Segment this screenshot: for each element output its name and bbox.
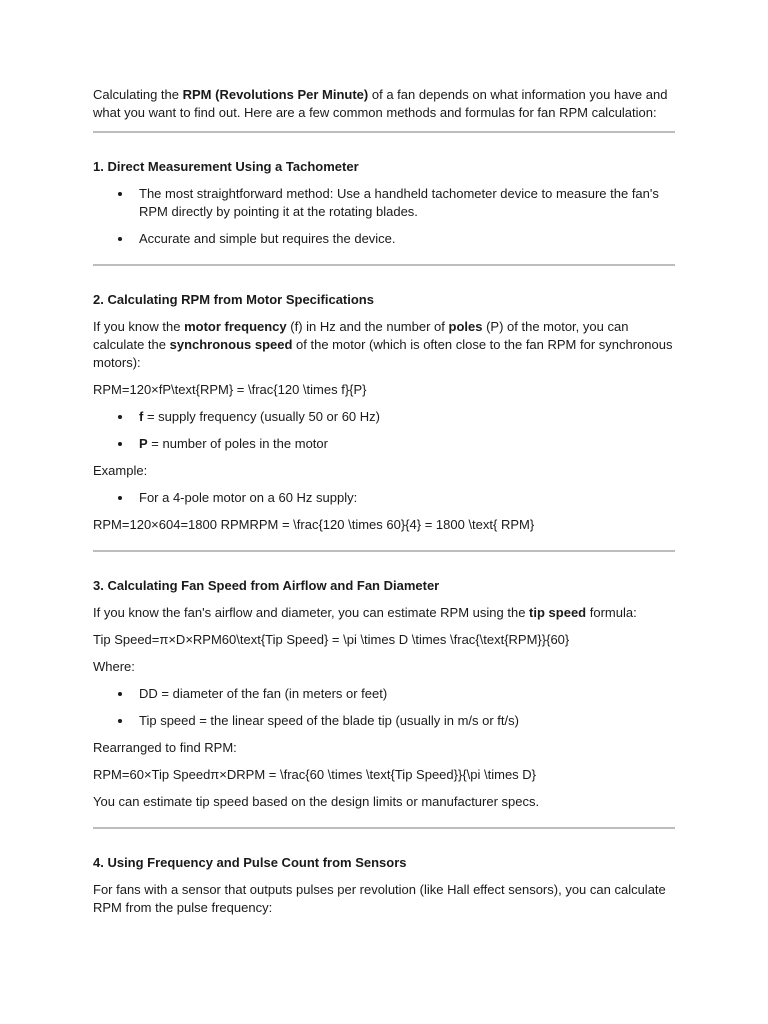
intro-text-2: of a fan depends on what information you have and what you want to find out. Here are a few common methods and formulas for fan RPM calculation: (93, 87, 668, 120)
tip-speed-note: You can estimate tip speed based on the design limits or manufacturer specs. (93, 794, 540, 809)
list-item: Tip speed = the linear speed of the blade tip (usually in m/s or ft/s) (139, 712, 675, 730)
bold-p: P (139, 436, 148, 451)
tip-speed-formula: Tip Speed=π×D×RPM60\text{Tip Speed} = \pi \times D \times \frac{\text{RPM}}{60} (93, 632, 570, 647)
section-1-heading: 1. Direct Measurement Using a Tachometer (93, 159, 359, 174)
intro-bold-rpm: RPM (Revolutions Per Minute) (182, 87, 369, 102)
section-3-paragraph (93, 604, 675, 622)
section-4-heading: 4. Using Frequency and Pulse Count from Sensors (93, 855, 407, 870)
bold-tip-speed: tip speed (529, 605, 587, 620)
section-1-list (93, 185, 675, 248)
section-sensors (93, 829, 675, 933)
example-label: Example: (93, 463, 148, 478)
text-span: = supply frequency (usually 50 or 60 Hz) (143, 409, 380, 424)
section-3-heading: 3. Calculating Fan Speed from Airflow and Fan Diameter (93, 578, 440, 593)
text-span: of the motor (which is often close to the fan RPM for synchronous motors): (93, 337, 673, 370)
section-motor-specs (93, 266, 675, 550)
section-4-paragraph: For fans with a sensor that outputs pulses per revolution (like Hall effect sensors), you can calculate RPM from the pulse frequency: (93, 882, 666, 915)
section-tachometer (93, 133, 675, 264)
rearranged-formula: RPM=60×Tip Speedπ×DRPM = \frac{60 \times \text{Tip Speed}}{\pi \times D} (93, 767, 537, 782)
list-item: DD = diameter of the fan (in meters or feet) (139, 685, 675, 703)
text-span: formula: (586, 605, 637, 620)
bold-poles: poles (448, 319, 483, 334)
text-span: = number of poles in the motor (147, 436, 328, 451)
bold-motor-frequency: motor frequency (184, 319, 287, 334)
text-span: If you know the (93, 319, 185, 334)
list-item (139, 435, 675, 453)
bold-f: f (139, 409, 144, 424)
text-span: (P) of the motor, you can calculate the (93, 319, 629, 352)
section-3-list (93, 685, 675, 730)
list-item: For a 4-pole motor on a 60 Hz supply: (139, 489, 675, 507)
section-2-list (93, 408, 675, 453)
section-2-heading: 2. Calculating RPM from Motor Specifications (93, 292, 374, 307)
example-formula: RPM=120×604=1800 RPMRPM = \frac{120 \times 60}{4} = 1800 \text{ RPM} (93, 517, 535, 532)
section-2-paragraph (93, 318, 675, 372)
text-span: (f) in Hz and the number of (286, 319, 449, 334)
text-span: If you know the fan's airflow and diameter, you can estimate RPM using the (93, 605, 530, 620)
example-list (93, 489, 675, 507)
section-airflow (93, 552, 675, 827)
list-item (139, 408, 675, 426)
rearranged-label: Rearranged to find RPM: (93, 740, 237, 755)
list-item: Accurate and simple but requires the device. (139, 230, 675, 248)
intro-text-1: Calculating the (93, 87, 183, 102)
rpm-formula: RPM=120×fP\text{RPM} = \frac{120 \times f}{P} (93, 382, 367, 397)
list-item: The most straightforward method: Use a handheld tachometer device to measure the fan's RPM directly by pointing it at the rotating blades. (139, 185, 675, 221)
bold-synchronous-speed: synchronous speed (169, 337, 293, 352)
intro-paragraph (93, 86, 675, 122)
where-label: Where: (93, 659, 135, 674)
